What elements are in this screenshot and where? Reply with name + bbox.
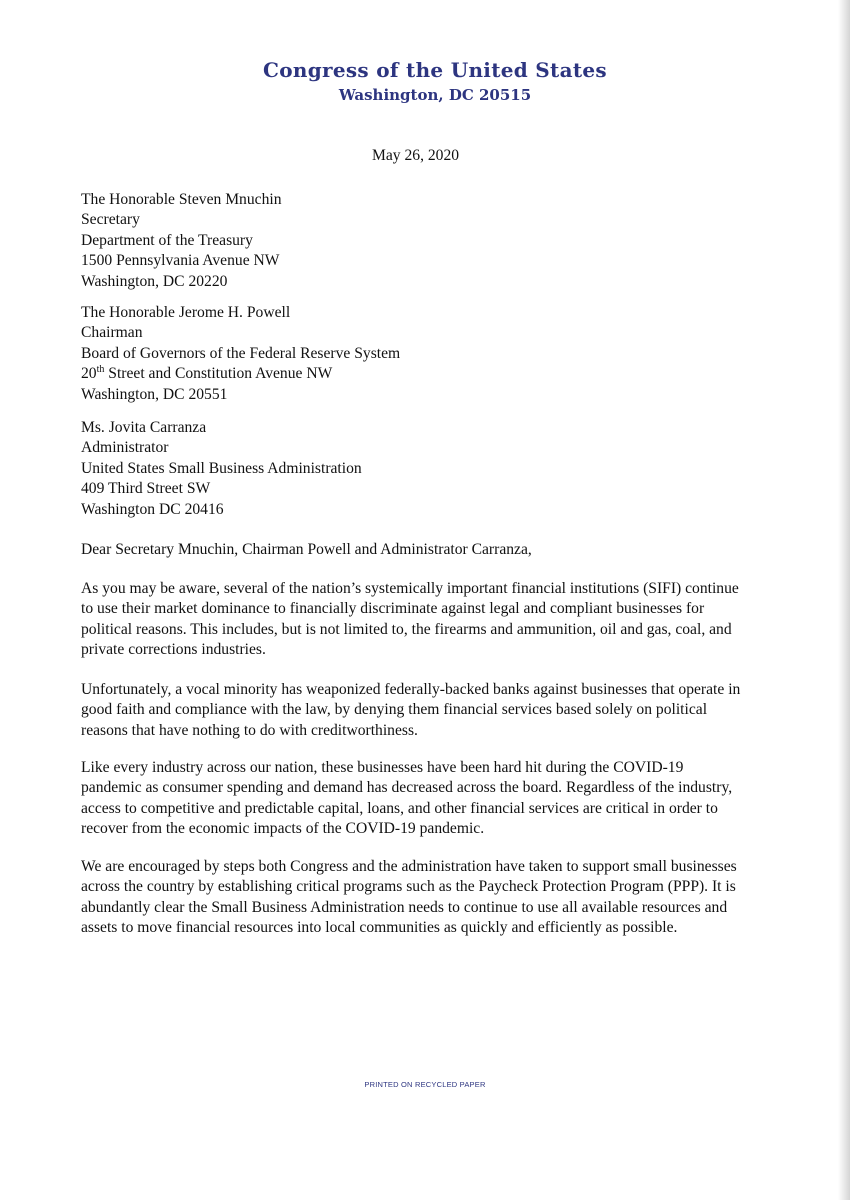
street-number: 20 — [81, 365, 97, 383]
street-name: Street and Constitution Avenue NW — [104, 365, 333, 383]
letterhead-title: Congress of the United States — [263, 58, 607, 82]
recipient-address-federal-reserve — [81, 303, 741, 405]
recipient-title: Chairman — [81, 324, 143, 342]
salutation: Dear Secretary Mnuchin, Chairman Powell and Administrator Carranza, — [81, 541, 532, 558]
recipient-org: Department of the Treasury — [81, 231, 253, 249]
body-paragraph-2: Unfortunately, a vocal minority has weaponized federally-backed banks against businesses that operate in good faith and compliance with the law, by denying them financial services based solely on political reasons that have nothing to do with creditworthiness. — [81, 681, 741, 739]
recipient-street — [81, 364, 741, 384]
recipient-address-treasury — [81, 190, 741, 292]
recipient-org: Board of Governors of the Federal Reserve System — [81, 344, 401, 362]
recycled-paper-footer: PRINTED ON RECYCLED PAPER — [364, 1080, 486, 1089]
street-ordinal-suffix: th — [96, 364, 105, 376]
recipient-name: The Honorable Jerome H. Powell — [81, 304, 291, 321]
page-edge-shadow — [838, 0, 850, 1200]
body-paragraph-4: We are encouraged by steps both Congress and the administration have taken to support small businesses across the country by establishing critical programs such as the Paycheck Protection Program (PPP). It is abundantly clear the Small Business Administration needs to continue to use all available resources and assets to move financial resources into local communities as quickly and efficiently as possible. — [81, 858, 737, 937]
body-paragraph-3: Like every industry across our nation, these businesses have been hard hit during the COVID-19 pandemic as consumer spending and demand has decreased across the board. Regardless of the industry, access to competitive and predictable capital, loans, and other financial services are critical in order to recover from the economic impacts of the COVID-19 pandemic. — [81, 759, 733, 838]
letterhead-city: Washington, DC 20515 — [338, 86, 532, 104]
recipient-city: Washington, DC 20220 — [81, 272, 228, 290]
recipient-street: 1500 Pennsylvania Avenue NW — [81, 252, 280, 270]
recipient-city: Washington DC 20416 — [81, 500, 224, 518]
recipient-org: United States Small Business Administration — [81, 459, 362, 477]
recipient-title: Secretary — [81, 211, 140, 229]
recipient-address-sba — [81, 418, 741, 520]
recipient-name: The Honorable Steven Mnuchin — [81, 191, 282, 208]
recipient-city: Washington, DC 20551 — [81, 385, 228, 403]
recipient-name: Ms. Jovita Carranza — [81, 419, 207, 436]
letter-date: May 26, 2020 — [372, 147, 460, 164]
body-paragraph-1: As you may be aware, several of the nation’s systemically important financial institutions (SIFI) continue to use their market dominance to financially discriminate against legal and compliant businesses for political reasons. This includes, but is not limited to, the firearms and ammunition, oil and gas, coal, and private corrections industries. — [81, 580, 739, 659]
letterhead — [0, 56, 850, 106]
recipient-title: Administrator — [81, 439, 169, 457]
recipient-street: 409 Third Street SW — [81, 480, 211, 498]
